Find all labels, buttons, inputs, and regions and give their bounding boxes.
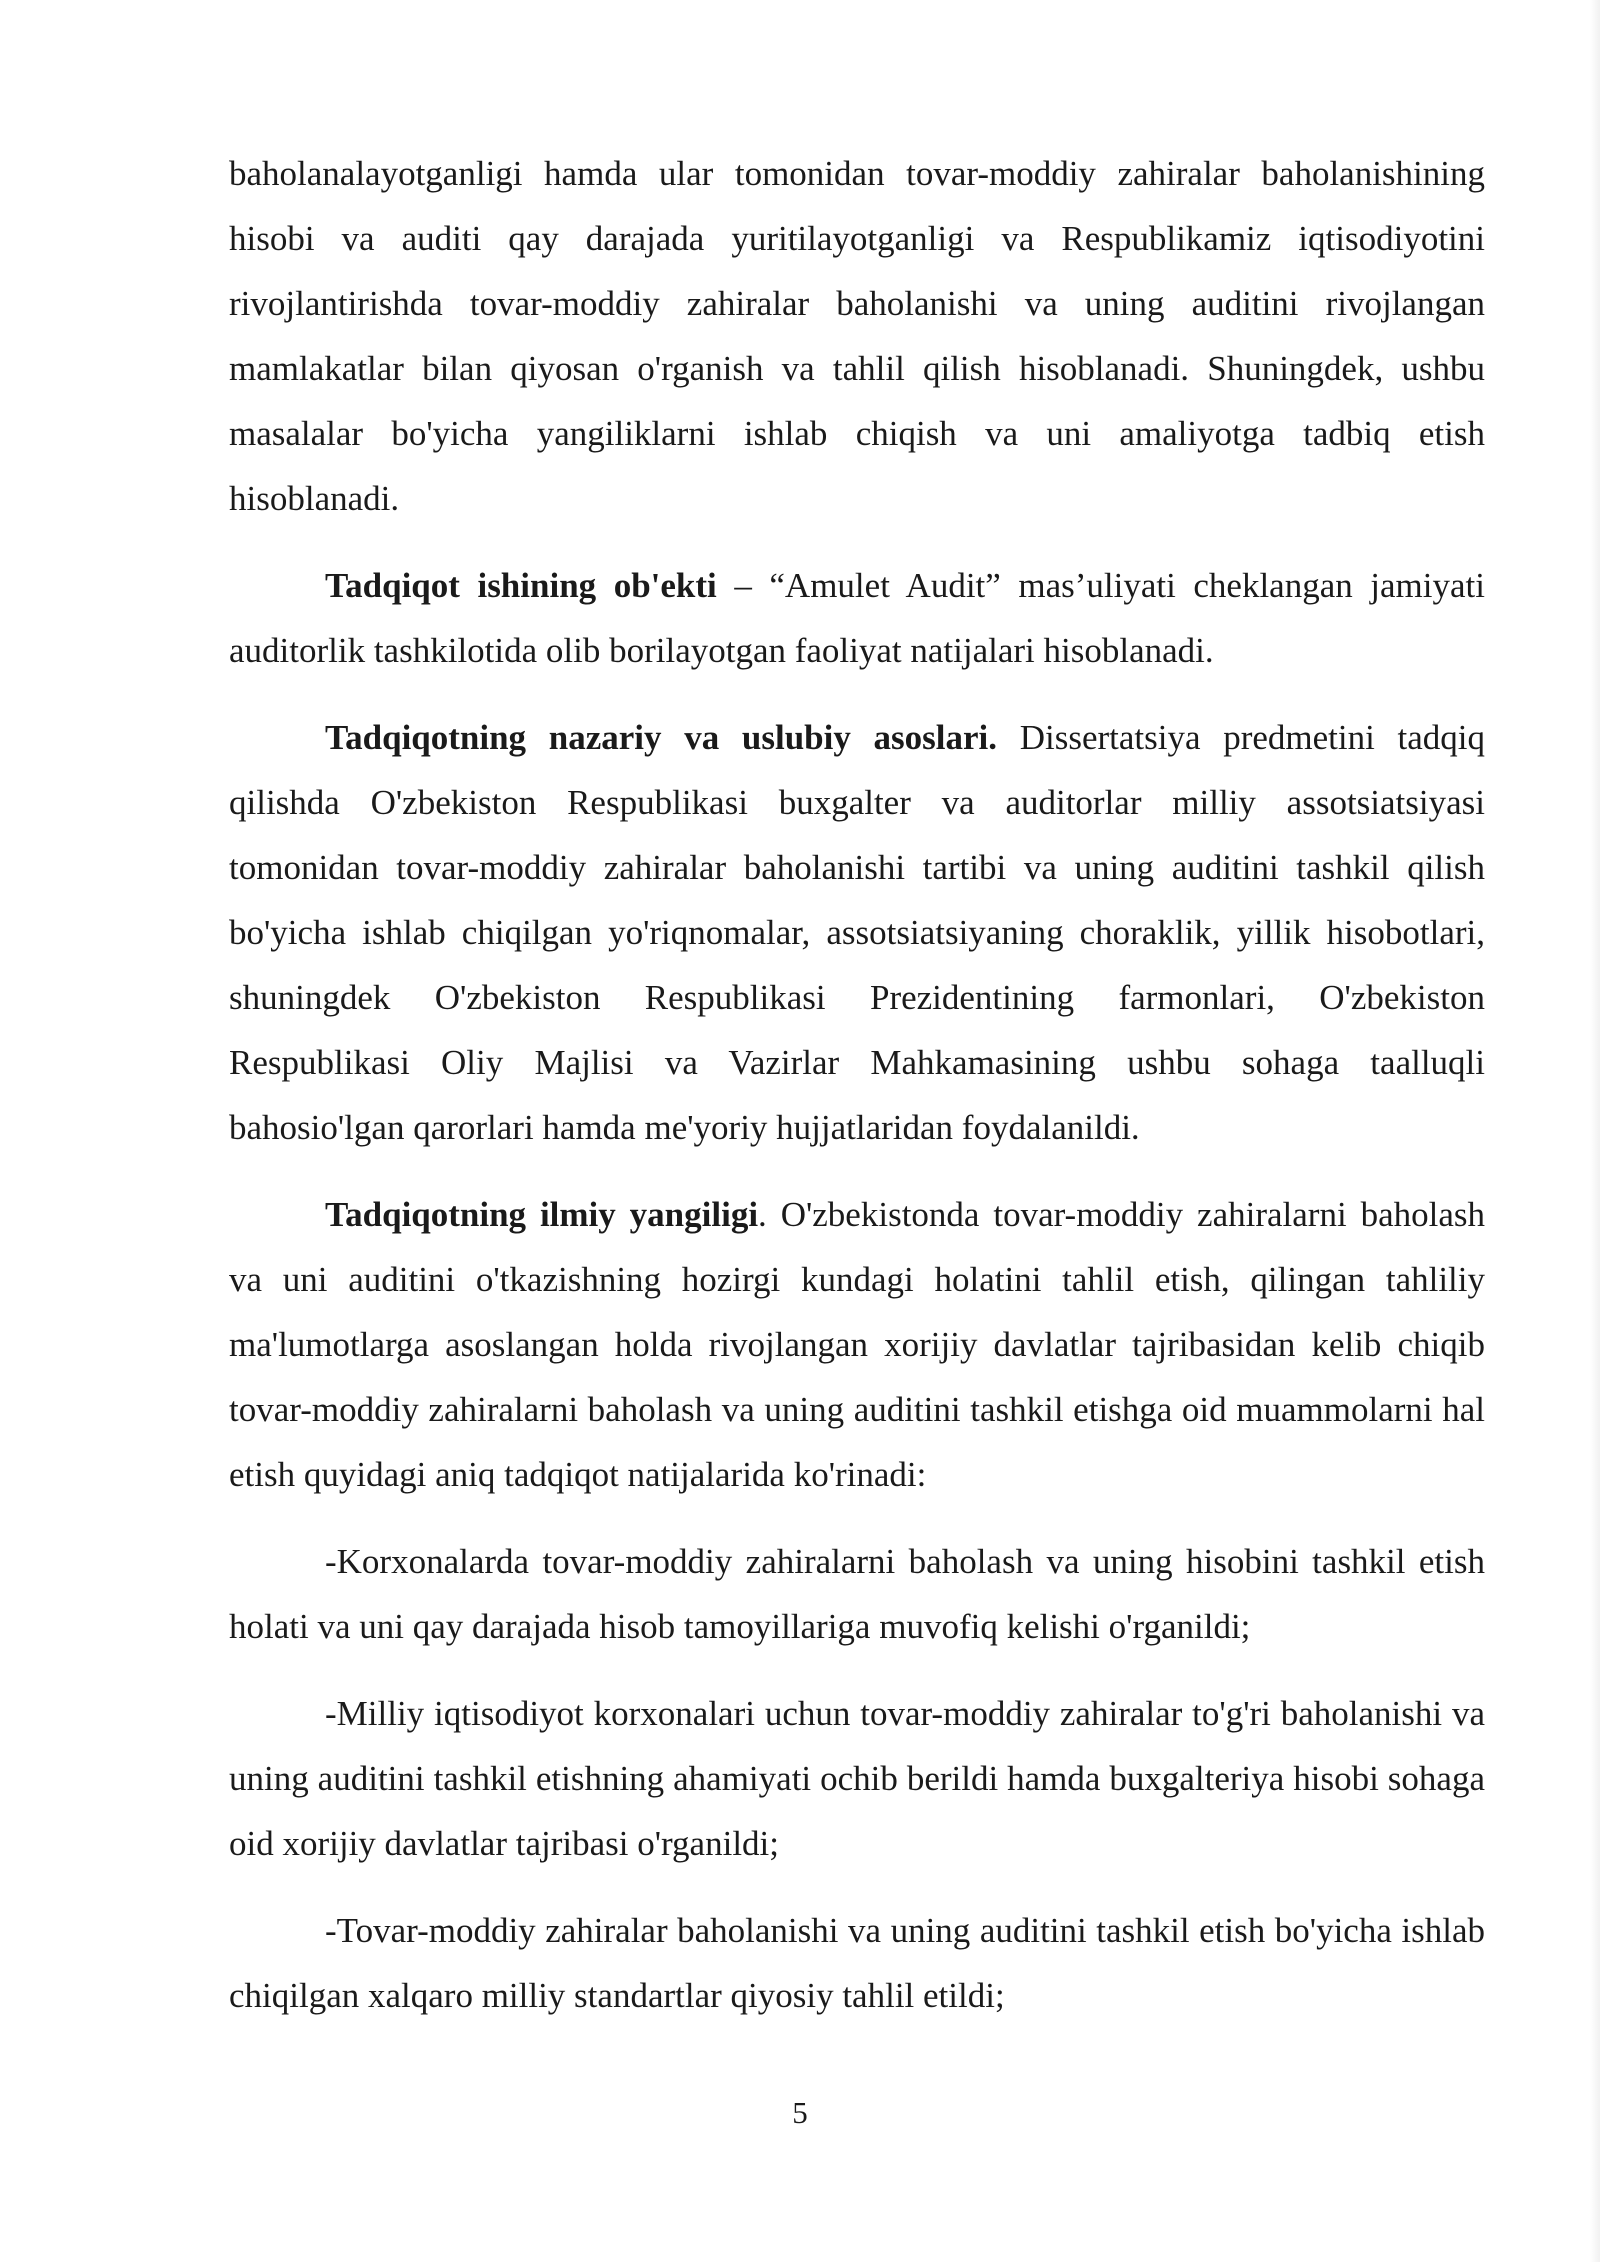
list-item xyxy=(229,1898,1485,2028)
paragraph-text: – “Amulet Audit” mas’uliyati cheklangan jamiyati auditorlik tashkilotida olib borilayotgan faoliyat natijalari hisoblanadi. xyxy=(229,566,1485,670)
list-item xyxy=(229,1529,1485,1659)
paragraph-heading: Tadqiqot ishining ob'ekti xyxy=(325,566,717,605)
list-item-text: -Milliy iqtisodiyot korxonalari uchun tovar-moddiy zahiralar to'g'ri baholanishi va uning auditini tashkil etishning ahamiyati ochib berildi hamda buxgalteriya hisobi sohaga oid xorijiy davlatlar tajribasi o'rganildi; xyxy=(229,1694,1485,1863)
list-item-text: -Tovar-moddiy zahiralar baholanishi va uning auditini tashkil etish bo'yicha ishlab chiqilgan xalqaro milliy standartlar qiyosiy tahlil etildi; xyxy=(229,1911,1485,2015)
paragraph-continuation xyxy=(229,141,1485,531)
paragraph-text: Dissertatsiya predmetini tadqiq qilishda O'zbekiston Respublikasi buxgalter va auditorlar milliy assotsiatsiyasi tomonidan tovar-moddiy zahiralar baholanishi tartibi va uning auditini tashkil qilish bo'yicha ishlab chiqilgan yo'riqnomalar, assotsiatsiyaning choraklik, yillik hisobotlari, shuningdek O'zbekiston Respublikasi Prezidentining farmonlari, O'zbekiston Respublikasi Oliy Majlisi va Vazirlar Mahkamasining ushbu sohaga taalluqli bahosio'lgan qarorlari hamda me'yoriy hujjatlaridan foydalanildi. xyxy=(229,718,1485,1147)
list-item xyxy=(229,1681,1485,1876)
body-text xyxy=(229,141,1485,2050)
paragraph-research-object xyxy=(229,553,1485,683)
page-number: 5 xyxy=(792,2095,808,2130)
paragraph-text: . O'zbekistonda tovar-moddiy zahiralarni baholash va uni auditini o'tkazishning hozirgi kundagi holatini tahlil etish, qilingan tahliliy ma'lumotlarga asoslangan holda rivojlangan xorijiy davlatlar tajribasidan kelib chiqib tovar-moddiy zahiralarni baholash va uning auditini tashkil etishga oid muammolarni hal etish quyidagi aniq tadqiqot natijalarida ko'rinadi: xyxy=(229,1195,1485,1494)
paragraph-scientific-novelty xyxy=(229,1182,1485,1507)
page-edge-shadow xyxy=(1590,0,1600,2262)
paragraph-heading: Tadqiqotning ilmiy yangiligi xyxy=(325,1195,759,1234)
paragraph-methodology xyxy=(229,705,1485,1160)
list-item-text: -Korxonalarda tovar-moddiy zahiralarni baholash va uning hisobini tashkil etish holati va uni qay darajada hisob tamoyillariga muvofiq kelishi o'rganildi; xyxy=(229,1542,1485,1646)
paragraph-heading: Tadqiqotning nazariy va uslubiy asoslari. xyxy=(325,718,998,757)
paragraph-text: baholanalayotganligi hamda ular tomonidan tovar-moddiy zahiralar baholanishining hisobi va auditi qay darajada yuritilayotganligi va Respublikamiz iqtisodiyotini rivojlantirishda tovar-moddiy zahiralar baholanishi va uning auditini rivojlangan mamlakatlar bilan qiyosan o'rganish va tahlil qilish hisoblanadi. Shuningdek, ushbu masalalar bo'yicha yangiliklarni ishlab chiqish va uni amaliyotga tadbiq etish hisoblanadi. xyxy=(229,154,1485,518)
